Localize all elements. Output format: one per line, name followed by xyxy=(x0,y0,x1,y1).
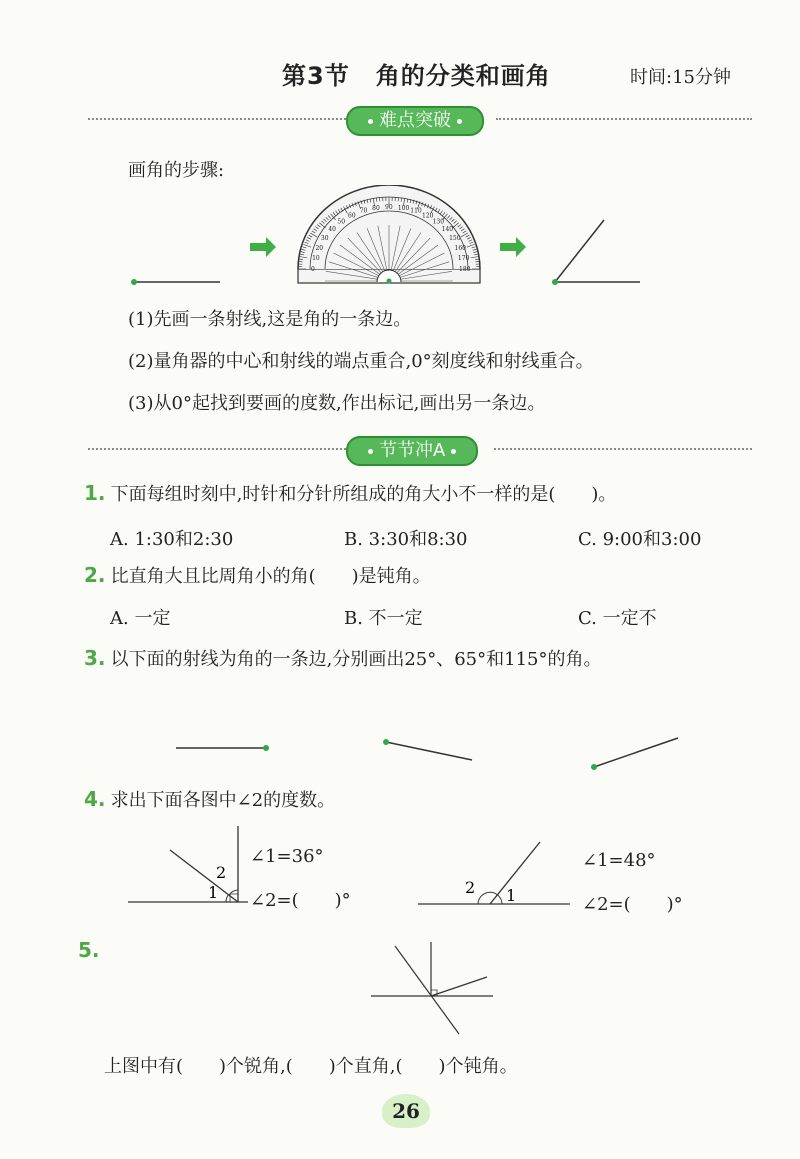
protractor-tick-label: 0 xyxy=(311,266,315,273)
angle-vertex xyxy=(552,279,558,285)
divider-left-2 xyxy=(88,448,346,450)
q3-ray-3 xyxy=(594,738,678,767)
protractor-tick-label: 10 xyxy=(312,255,320,263)
page-title xyxy=(282,56,551,91)
q3-ray-2-endpoint xyxy=(383,739,389,745)
question-5-text[interactable]: 上图中有( )个锐角,( )个直角,( )个钝角。 xyxy=(104,1056,518,1077)
q1-option-a[interactable]: A. 1:30和2:30 xyxy=(110,529,234,550)
q2-option-a[interactable]: A. 一定 xyxy=(110,608,171,629)
protractor-tick-label: 150 xyxy=(449,235,461,242)
question-1 xyxy=(84,480,616,506)
question-3 xyxy=(84,645,602,671)
q3-ray-3-endpoint xyxy=(591,764,597,770)
q3-ray-2 xyxy=(386,742,472,760)
protractor-tick-label: 110 xyxy=(410,207,422,215)
q2-option-b[interactable]: B. 不一定 xyxy=(344,608,423,629)
q2-option-c[interactable]: C. 一定不 xyxy=(578,608,657,629)
question-3-text: 以下面的射线为角的一条边,分别画出25°、65°和115°的角。 xyxy=(110,649,602,670)
q4-fig1-angle1: ∠1=36° xyxy=(250,846,324,867)
protractor-tick-label: 40 xyxy=(328,226,336,234)
protractor-tick-label: 50 xyxy=(337,218,346,226)
q1-option-c[interactable]: C. 9:00和3:00 xyxy=(578,529,702,550)
protractor-tick-label: 140 xyxy=(441,226,454,234)
question-4-text: 求出下面各图中∠2的度数。 xyxy=(110,790,336,811)
section-title: 角的分类和画角 xyxy=(375,62,551,90)
question-4 xyxy=(84,786,335,812)
question-3-number: 3. xyxy=(84,646,106,670)
time-limit: 时间:15分钟 xyxy=(630,67,731,88)
q4-fig1-label-2: 2 xyxy=(216,863,227,882)
question-1-number: 1. xyxy=(84,481,106,505)
page-number: 26 xyxy=(382,1094,430,1128)
banner-practice xyxy=(346,436,478,466)
protractor-tick-label: 70 xyxy=(359,207,368,215)
protractor-tick-label: 80 xyxy=(372,204,380,212)
q4-fig1-label-1: 1 xyxy=(208,883,219,902)
step-2: (2)量角器的中心和射线的端点重合,0°刻度线和射线重合。 xyxy=(128,351,594,372)
question-5-number: 5. xyxy=(78,938,100,962)
q3-ray-1-endpoint xyxy=(263,745,269,751)
question-1-text: 下面每组时刻中,时针和分针所组成的角大小不一样的是( )。 xyxy=(110,484,617,505)
divider-left xyxy=(88,118,346,120)
question-4-number: 4. xyxy=(84,787,106,811)
protractor-tick-label: 30 xyxy=(320,235,329,242)
q5-figure xyxy=(365,938,500,1038)
arrow-icon-2 xyxy=(500,237,526,257)
ray-endpoint xyxy=(131,279,137,285)
divider-right-2 xyxy=(494,448,752,450)
question-2-number: 2. xyxy=(84,563,106,587)
banner-practice-label: 节节冲A xyxy=(379,440,446,461)
q1-option-b[interactable]: B. 3:30和8:30 xyxy=(344,529,468,550)
protractor-tick-label: 90 xyxy=(385,204,393,211)
banner-difficulty-label: 难点突破 xyxy=(379,110,451,131)
q4-fig2-label-1: 1 xyxy=(506,886,517,905)
protractor-tick-label: 120 xyxy=(422,212,434,220)
protractor-tick-label: 100 xyxy=(397,204,410,212)
q4-fig2-label-2: 2 xyxy=(465,878,476,897)
drawing-steps-figure xyxy=(120,185,660,295)
angle-side xyxy=(555,220,604,282)
step-1: (1)先画一条射线,这是角的一条边。 xyxy=(128,309,412,330)
protractor-icon xyxy=(298,185,480,284)
q4-figure-2 xyxy=(410,830,580,920)
protractor-tick-label: 60 xyxy=(348,212,356,220)
divider-right xyxy=(496,118,752,120)
protractor-tick-label: 130 xyxy=(432,218,445,226)
protractor-tick-label: 170 xyxy=(457,255,470,263)
q4-fig2-angle1: ∠1=48° xyxy=(582,850,656,871)
protractor-tick-label: 160 xyxy=(454,244,466,252)
steps-intro: 画角的步骤: xyxy=(128,160,225,181)
arrow-icon xyxy=(250,237,276,257)
question-2-text: 比直角大且比周角小的角( )是钝角。 xyxy=(110,566,431,587)
protractor-tick-label: 20 xyxy=(315,244,324,252)
q4-fig2-angle2-blank[interactable]: ∠2=( )° xyxy=(582,894,683,915)
q4-fig1-angle2-blank[interactable]: ∠2=( )° xyxy=(250,890,351,911)
step-3: (3)从0°起找到要画的度数,作出标记,画出另一条边。 xyxy=(128,393,546,414)
q4-figure-1 xyxy=(120,820,260,920)
protractor-tick-label: 180 xyxy=(459,266,471,273)
section-label: 第3节 xyxy=(282,62,350,90)
banner-difficulty xyxy=(346,106,484,136)
question-2 xyxy=(84,562,431,588)
q3-rays-figure[interactable] xyxy=(160,725,700,775)
